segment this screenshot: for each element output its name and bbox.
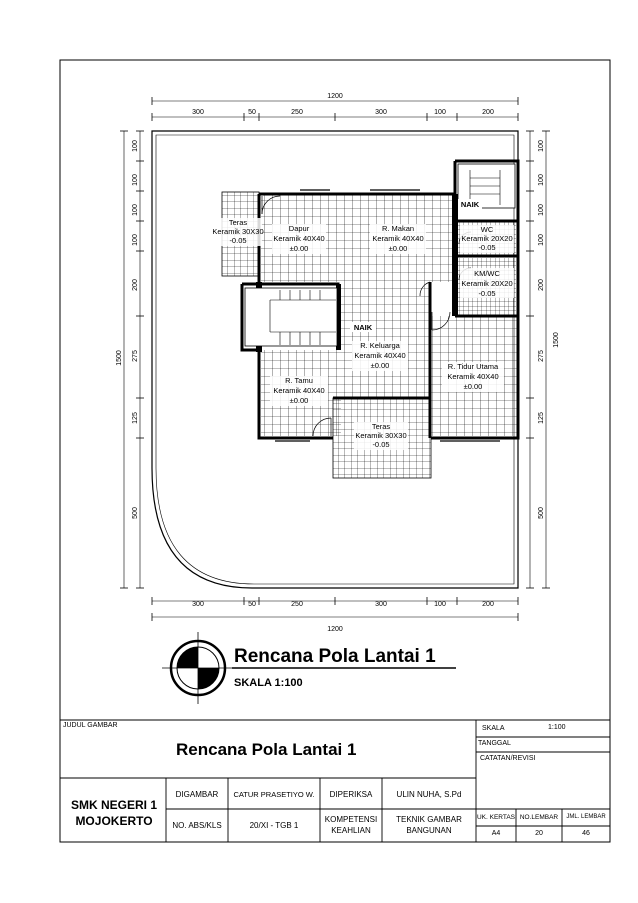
room-finish: Keramik 30X30 <box>212 227 264 236</box>
kompetensi-label: KOMPETENSI KEAHLIAN <box>324 815 378 835</box>
no-abs-value: 20/XI - TGB 1 <box>249 821 299 830</box>
room-finish: Keramik 20X20 <box>461 279 513 288</box>
dim-left-segments <box>132 140 139 519</box>
room-finish: Keramik 40X40 <box>372 234 424 243</box>
tanggal-label: TANGGAL <box>478 740 511 747</box>
diperiksa-label: DIPERIKSA <box>329 790 373 799</box>
room-name: Teras <box>371 422 391 431</box>
jml-lembar-value: 46 <box>582 830 590 837</box>
dim-bottom-seg: 250 <box>291 601 303 608</box>
dim-left-seg: 275 <box>132 350 139 362</box>
room-name: WC <box>480 225 494 234</box>
room-name: R. Makan <box>381 224 415 233</box>
dim-right-seg: 100 <box>538 174 545 186</box>
dim-top-seg: 250 <box>291 109 303 116</box>
no-abs-label: NO. ABS/KLS <box>172 821 222 830</box>
stairs-label-upper: NAIK <box>460 200 480 209</box>
digambar-label: DIGAMBAR <box>175 790 219 799</box>
dim-left-seg: 125 <box>132 412 139 424</box>
stairs-lower <box>245 288 337 346</box>
drawing-title: Rencana Pola Lantai 1 <box>234 646 436 667</box>
room-level: ±0.00 <box>388 244 408 253</box>
dim-top-seg: 50 <box>248 109 256 116</box>
judul-value: Rencana Pola Lantai 1 <box>176 740 357 759</box>
dim-bottom-total: 1200 <box>327 626 343 633</box>
dim-left-seg: 500 <box>132 507 139 519</box>
dim-right-seg: 500 <box>538 507 545 519</box>
judul-label: JUDUL GAMBAR <box>63 722 118 729</box>
room-finish: Keramik 40X40 <box>273 386 325 395</box>
room-label-teras-bottom <box>354 422 408 450</box>
no-lembar-label: NO.LEMBAR <box>519 814 559 821</box>
digambar-value: CATUR PRASETIYO W. <box>233 790 315 799</box>
dim-bottom-seg: 300 <box>375 601 387 608</box>
room-label-km-wc <box>460 268 514 298</box>
room-finish: Keramik 40X40 <box>447 372 499 381</box>
skala-label: SKALA <box>482 725 505 732</box>
dim-bottom-seg: 100 <box>434 601 446 608</box>
uk-kertas-value: A4 <box>491 830 501 837</box>
skala-value: 1:100 <box>548 724 566 731</box>
school-line-2: MOJOKERTO <box>75 814 153 828</box>
room-level: ±0.00 <box>289 396 309 405</box>
room-finish: Keramik 40X40 <box>273 234 325 243</box>
dim-right-total: 1500 <box>553 332 560 348</box>
dim-left-seg: 100 <box>132 174 139 186</box>
dim-right-seg: 100 <box>538 234 545 246</box>
room-finish: Keramik 30X30 <box>355 431 407 440</box>
dim-top-segments <box>192 109 494 116</box>
room-level: ±0.00 <box>289 244 309 253</box>
dim-bottom-seg: 200 <box>482 601 494 608</box>
room-label-r-makan <box>370 224 426 254</box>
room-level: ±0.00 <box>370 361 390 370</box>
room-label-teras-left <box>212 218 263 246</box>
dim-right-seg: 200 <box>538 279 545 291</box>
room-finish: Keramik 40X40 <box>354 351 406 360</box>
room-label-r-tidur-utama <box>442 362 504 392</box>
room-label-dapur <box>272 224 326 254</box>
dim-bottom-segments <box>192 601 494 608</box>
dim-right-segments <box>538 140 545 519</box>
room-level: -0.05 <box>478 289 496 298</box>
room-level: ±0.00 <box>463 382 483 391</box>
room-label-r-keluarga <box>352 341 408 371</box>
dim-right-seg: 125 <box>538 412 545 424</box>
dim-top-seg: 200 <box>482 109 494 116</box>
dim-left-seg: 100 <box>132 204 139 216</box>
dim-top-total: 1200 <box>327 93 343 100</box>
room-name: R. Tidur Utama <box>447 362 499 371</box>
diperiksa-value: ULIN NUHA, S.Pd <box>396 790 462 799</box>
room-name: R. Tamu <box>285 376 313 385</box>
school-line-1: SMK NEGERI 1 <box>70 798 157 812</box>
dim-left-seg: 100 <box>132 140 139 152</box>
dim-left-seg: 100 <box>132 234 139 246</box>
room-name: Dapur <box>288 224 310 233</box>
no-lembar-value: 20 <box>535 830 543 837</box>
catatan-label: CATATAN/REVISI <box>480 755 536 762</box>
north-symbol-icon <box>162 632 234 704</box>
room-name: KM/WC <box>474 269 500 278</box>
dim-top-seg: 300 <box>375 109 387 116</box>
stairs-label-lower: NAIK <box>353 323 373 332</box>
wall-solid <box>452 194 458 316</box>
dim-bottom-seg: 300 <box>192 601 204 608</box>
dim-right-seg: 275 <box>538 350 545 362</box>
room-level: -0.05 <box>478 243 496 252</box>
school-name <box>64 797 164 829</box>
drawing-scale: SKALA 1:100 <box>234 677 303 689</box>
room-label-r-tamu <box>270 376 328 406</box>
dim-left-seg: 200 <box>132 279 139 291</box>
room-name: Teras <box>228 218 248 227</box>
dim-right-seg: 100 <box>538 204 545 216</box>
kompetensi-value: TEKNIK GAMBAR BANGUNAN <box>396 815 462 835</box>
dim-top-seg: 100 <box>434 109 446 116</box>
room-name: R. Keluarga <box>360 341 400 350</box>
dim-right-seg: 100 <box>538 140 545 152</box>
jml-lembar-label: JML. LEMBAR <box>566 814 606 820</box>
dim-left-total: 1500 <box>116 350 123 366</box>
room-finish: Keramik 20X20 <box>461 234 513 243</box>
room-level: -0.05 <box>229 236 247 245</box>
uk-kertas-label: UK. KERTAS <box>476 814 516 821</box>
room-label-wc <box>460 225 514 253</box>
room-level: -0.05 <box>372 440 390 449</box>
dim-bottom-seg: 50 <box>248 601 256 608</box>
dim-top-seg: 300 <box>192 109 204 116</box>
